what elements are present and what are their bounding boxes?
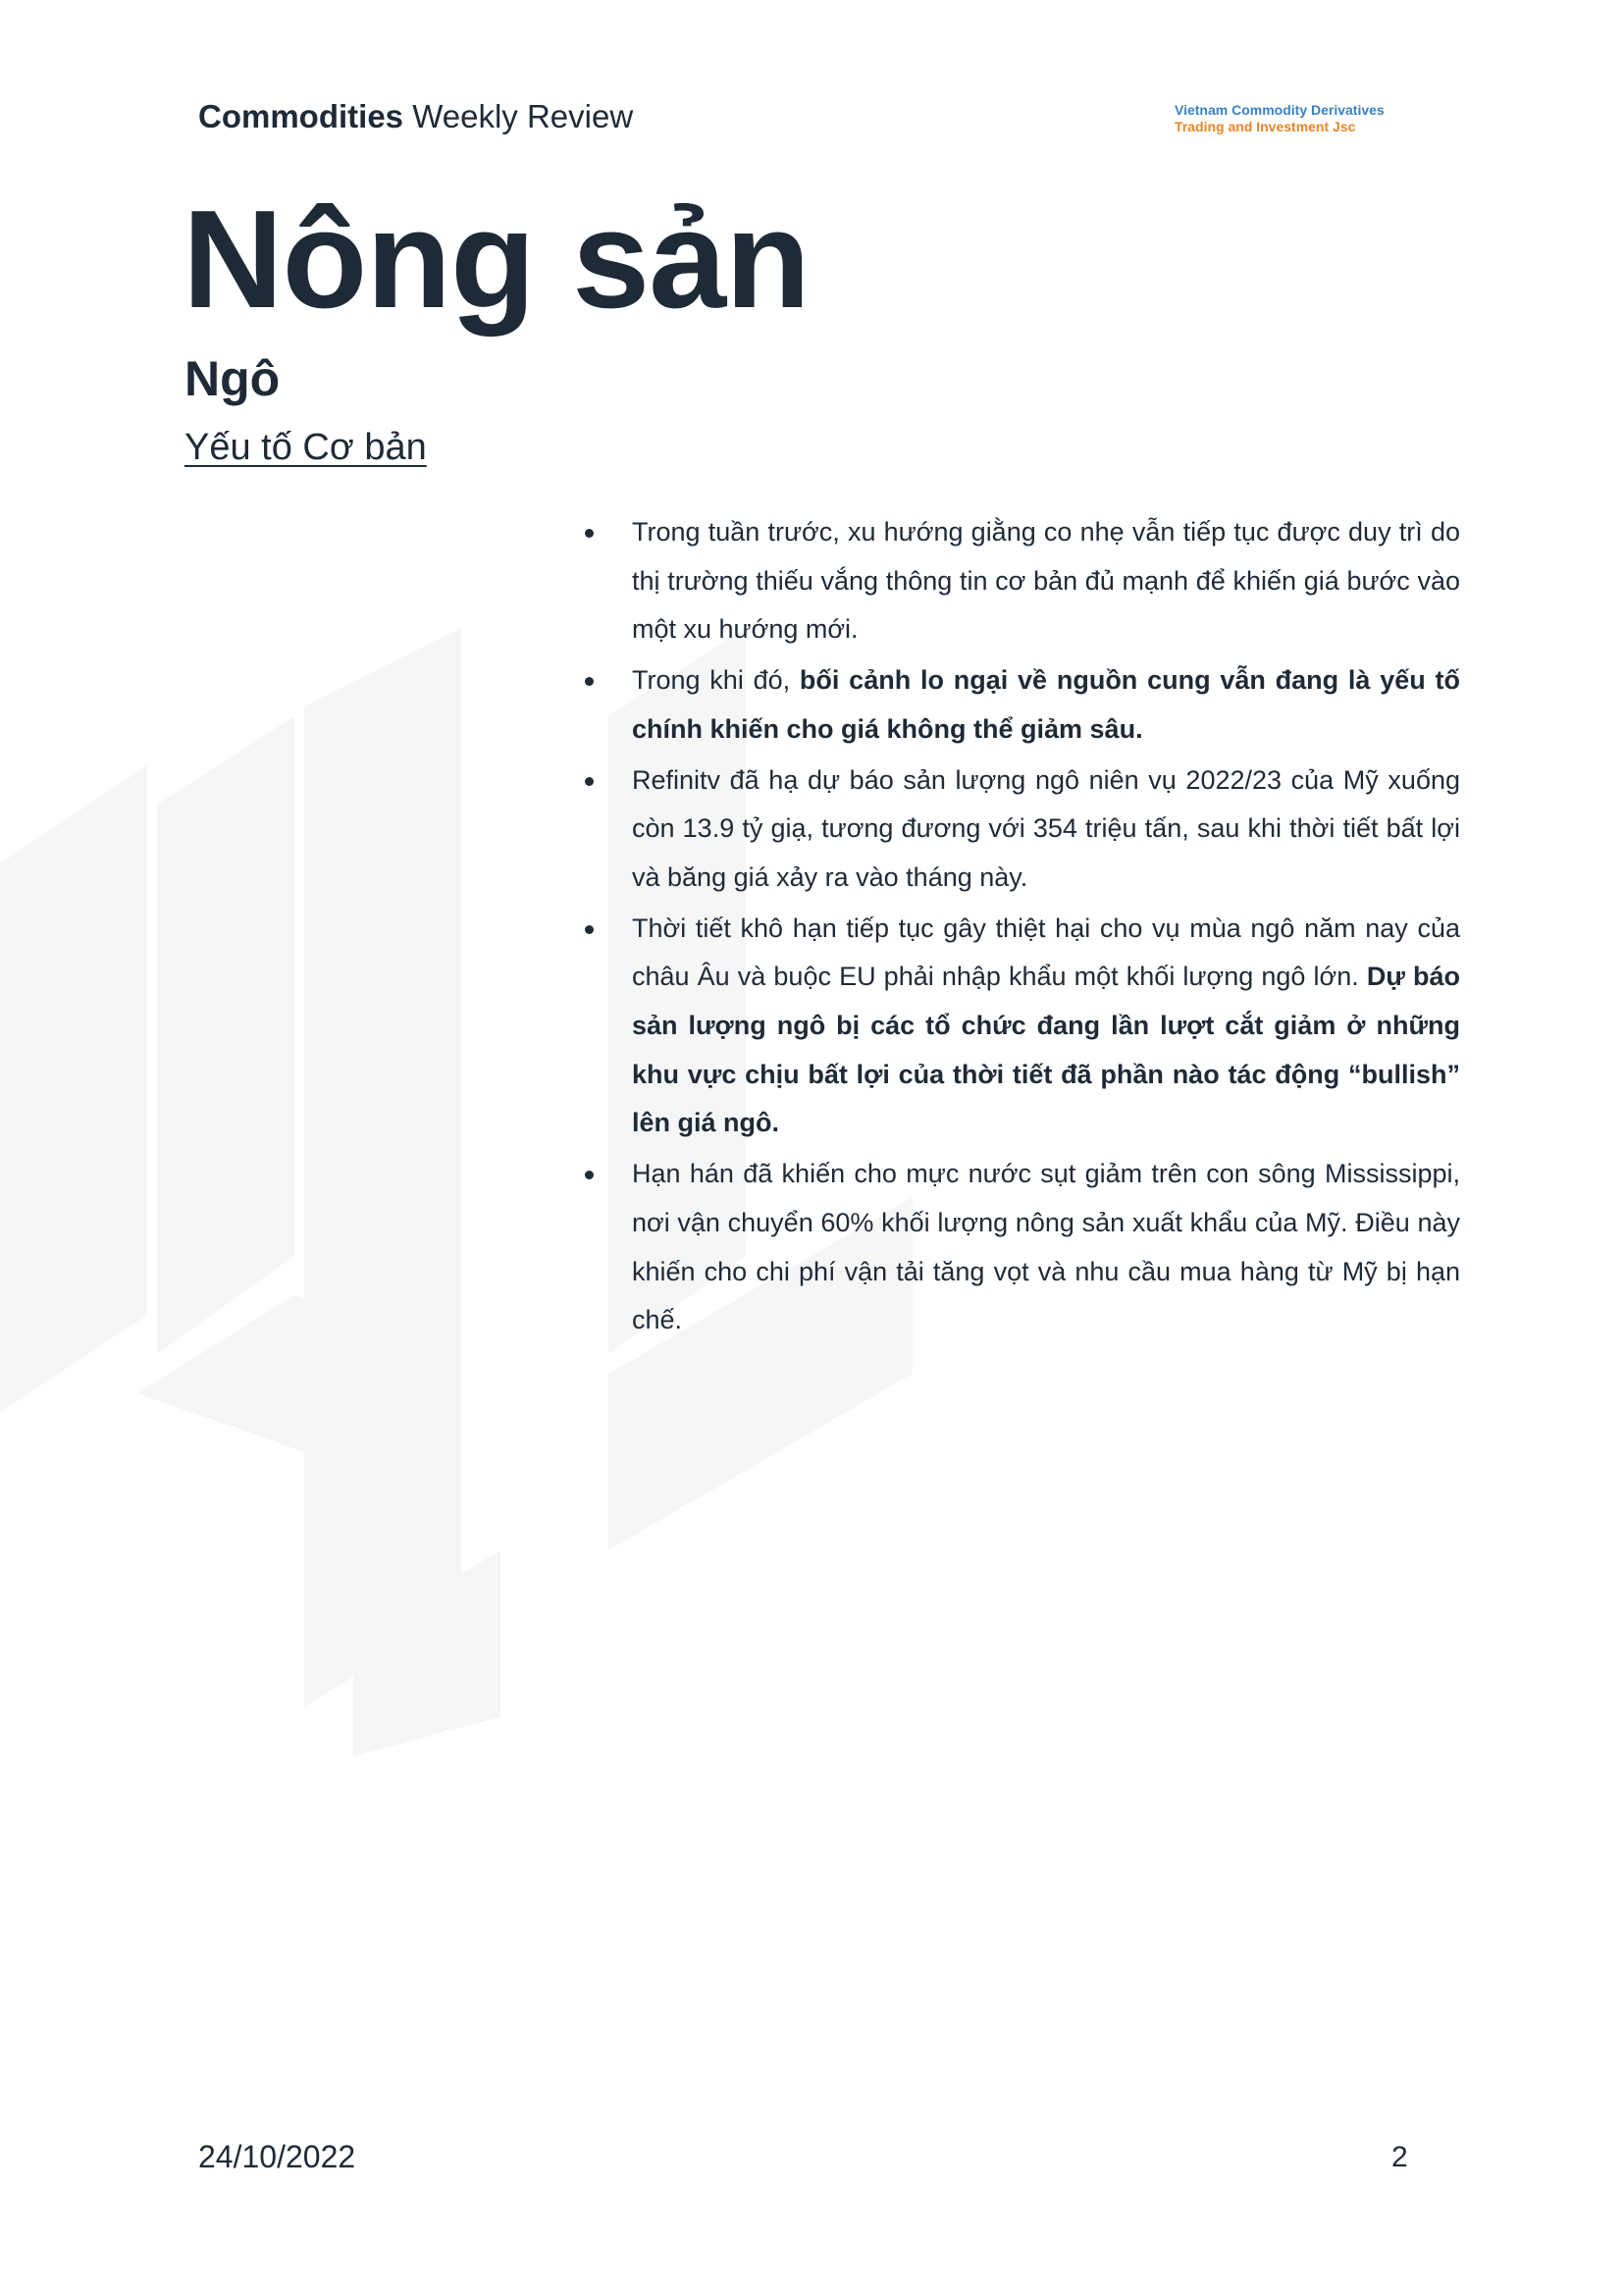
bullet-item [585, 508, 1460, 654]
logo-line-1: Vietnam Commodity Derivatives [1175, 102, 1385, 118]
bullet-text: Refinitv đã hạ dự báo sản lượng ngô niên vụ 2022/23 của Mỹ xuống còn 13.9 tỷ giạ, tương đương với 354 triệu tấn, sau khi thời tiết bất lợi và băng giá xảy ra vào tháng này. [632, 764, 1460, 892]
bullet-dot-icon [585, 777, 594, 786]
header-title [198, 98, 633, 135]
bullet-dot-icon [585, 529, 594, 538]
page-number: 2 [1391, 2141, 1408, 2173]
bullet-dot-icon [585, 677, 594, 686]
footer-date: 24/10/2022 [198, 2139, 356, 2174]
bullet-item [585, 1150, 1460, 1345]
logo-line-2: Trading and Investment Jsc [1175, 119, 1356, 134]
bullet-text: Thời tiết khô hạn tiếp tục gây thiệt hại cho vụ mùa ngô năm nay của châu Âu và buộc EU phải nhập khẩu một khối lượng ngô lớn. [632, 913, 1460, 992]
section-title: Ngô [184, 351, 281, 406]
bullet-list [585, 508, 1460, 1347]
bullet-bold-text: Dự báo sản lượng ngô bị các tổ chức đang lần lượt cắt giảm ở những khu vực chịu bất lợi của thời tiết đã phần nào tác động “bullish” lên giá ngô. [632, 962, 1460, 1138]
bullet-text: Hạn hán đã khiến cho mực nước sụt giảm trên con sông Mississippi, nơi vận chuyển 60% khối lượng nông sản xuất khẩu của Mỹ. Điều này khiến cho chi phí vận tải tăng vọt và nhu cầu mua hàng từ Mỹ bị hạn chế. [632, 1159, 1460, 1335]
bullet-item [585, 905, 1460, 1149]
bullet-dot-icon [585, 925, 594, 934]
subsection-title: Yếu tố Cơ bản [184, 427, 427, 468]
bullet-text: Trong tuần trước, xu hướng giằng co nhẹ vẫn tiếp tục được duy trì do thị trường thiếu vắng thông tin cơ bản đủ mạnh để khiến giá bước vào một xu hướng mới. [632, 517, 1460, 645]
bullet-dot-icon [585, 1171, 594, 1179]
bullet-item [585, 656, 1460, 754]
company-logo [1175, 102, 1385, 135]
header-title-strong: Commodities [198, 98, 404, 134]
header-title-rest: Weekly Review [403, 98, 634, 134]
page-title: Nông sản [183, 182, 810, 338]
bullet-text: Trong khi đó, [632, 665, 800, 696]
bullet-item [585, 756, 1460, 903]
bullet-bold-text: bối cảnh lo ngại về nguồn cung vẫn đang là yếu tố chính khiến cho giá không thể giảm sâu. [632, 665, 1460, 744]
